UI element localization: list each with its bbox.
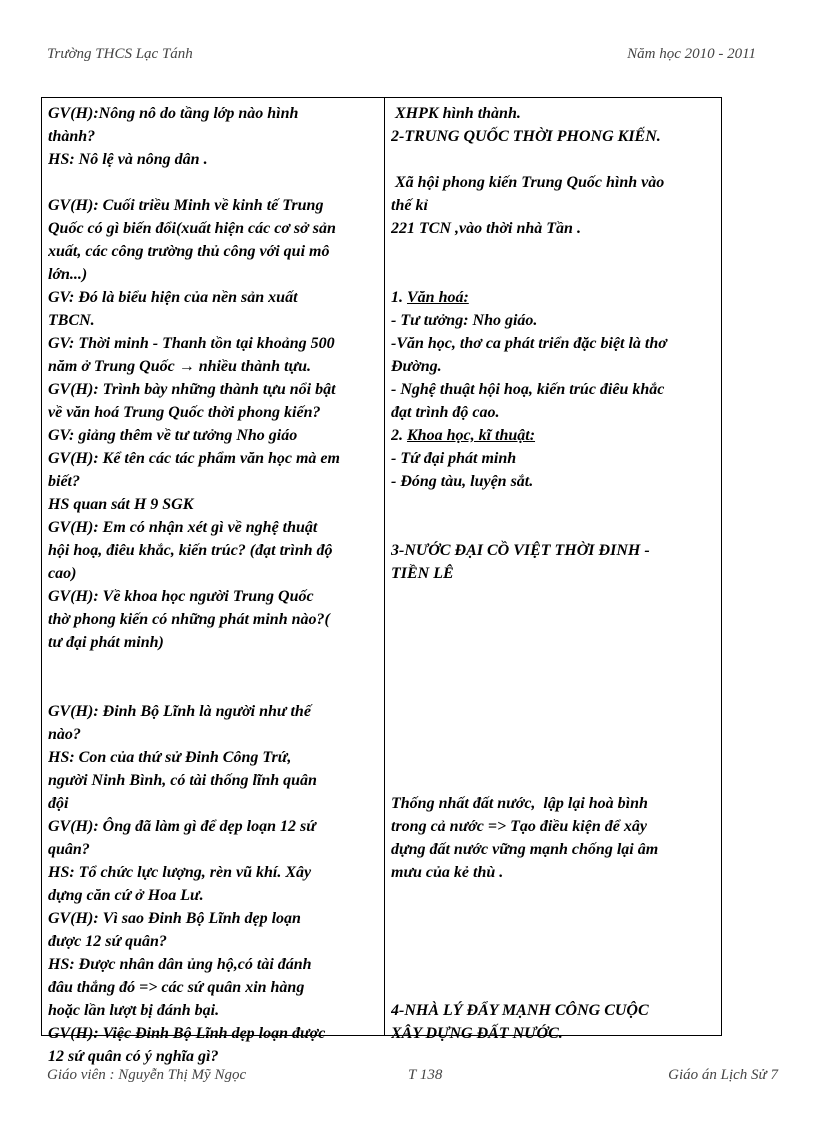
- left-text-line: biết?: [48, 473, 80, 490]
- left-text-line: HS: Con của thứ sử Đinh Công Trứ,: [48, 749, 292, 766]
- left-text-line: đội: [48, 795, 69, 812]
- left-text-line: HS: Nô lệ và nông dân .: [48, 151, 208, 168]
- right-text-line: - Tứ đại phát minh: [391, 450, 517, 467]
- left-text-line: quân?: [48, 841, 90, 858]
- right-text-line: [391, 907, 721, 930]
- lesson-table: [41, 97, 722, 1065]
- left-text-line: GV: giảng thêm về tư tưởng Nho giáo: [48, 427, 298, 444]
- left-text-line: [48, 654, 382, 677]
- right-text-line: [391, 976, 721, 999]
- left-text-line: nào?: [48, 726, 81, 743]
- left-text-line: năm ở Trung Quốc → nhiều thành tựu.: [48, 358, 311, 375]
- right-text-line: - Tư tưởng: Nho giáo.: [391, 312, 538, 329]
- left-text-line: cao): [48, 565, 77, 582]
- left-text-line: GV(H):Nông nô do tầng lớp nào hình: [48, 105, 299, 122]
- left-text-line: HS quan sát H 9 SGK: [48, 496, 194, 513]
- right-text-line: 1. Văn hoá:: [391, 289, 469, 306]
- content-column: [391, 102, 721, 1068]
- left-text-line: đâu thắng đó => các sứ quân xin hàng: [48, 979, 305, 996]
- right-text-line: - Đóng tàu, luyện sắt.: [391, 473, 534, 490]
- header-school: Trường THCS Lạc Tánh: [47, 46, 193, 62]
- right-text-line: [391, 608, 721, 631]
- left-text-line: GV(H): Về khoa học người Trung Quốc: [48, 588, 314, 605]
- right-text-line: TIỀN LÊ: [391, 565, 454, 582]
- left-text-line: GV(H): Đinh Bộ Lĩnh là người như thế: [48, 703, 311, 720]
- left-text-line: hội hoạ, điêu khắc, kiến trúc? (đạt trình độ: [48, 542, 333, 559]
- header-year: Năm học 2010 - 2011: [627, 46, 756, 62]
- left-text-line: Quốc có gì biến đổi(xuất hiện các cơ sở sản: [48, 220, 336, 237]
- left-text-line: [48, 171, 382, 194]
- right-text-line: trong cả nước => Tạo điều kiện để xây: [391, 818, 647, 835]
- right-text-line: 4-NHÀ LÝ ĐẨY MẠNH CÔNG CUỘC: [391, 1002, 649, 1019]
- left-text-line: TBCN.: [48, 312, 95, 329]
- left-text-line: GV: Thời minh - Thanh tồn tại khoảng 500: [48, 335, 335, 352]
- section-heading-underlined: Khoa học, kĩ thuật:: [407, 427, 536, 444]
- left-text-line: GV(H): Việc Đinh Bộ Lĩnh dẹp loạn được: [48, 1025, 326, 1042]
- right-text-line: Đường.: [391, 358, 442, 375]
- right-text-line: XÂY DỰNG ĐẤT NƯỚC.: [391, 1025, 563, 1042]
- right-text-line: - Nghệ thuật hội hoạ, kiến trúc điêu khắc: [391, 381, 665, 398]
- right-text-line: [391, 700, 721, 723]
- right-text-line: [391, 263, 721, 286]
- right-text-line: thế kỉ: [391, 197, 428, 214]
- right-text-line: 221 TCN ,vào thời nhà Tần .: [391, 220, 581, 237]
- teacher-student-column: [48, 102, 382, 1068]
- right-text-line: 2. Khoa học, kĩ thuật:: [391, 427, 536, 444]
- column-divider: [384, 98, 385, 1035]
- right-text-line: [391, 677, 721, 700]
- right-text-line: [391, 884, 721, 907]
- left-text-line: tư đại phát minh): [48, 634, 164, 651]
- left-text-line: GV(H): Em có nhận xét gì về nghệ thuật: [48, 519, 318, 536]
- left-text-line: được 12 sứ quân?: [48, 933, 167, 950]
- left-text-line: người Ninh Bình, có tài thống lĩnh quân: [48, 772, 317, 789]
- left-text-line: [48, 677, 382, 700]
- right-text-line: [391, 746, 721, 769]
- left-text-line: về văn hoá Trung Quốc thời phong kiến?: [48, 404, 321, 421]
- right-text-line: [391, 769, 721, 792]
- right-text-line: [391, 240, 721, 263]
- right-text-line: [391, 631, 721, 654]
- left-text-line: GV(H): Vì sao Đinh Bộ Lĩnh dẹp loạn: [48, 910, 301, 927]
- left-text-line: 12 sứ quân có ý nghĩa gì?: [48, 1048, 219, 1065]
- left-text-line: GV(H): Trình bày những thành tựu nổi bật: [48, 381, 336, 398]
- footer-page-number: T 138: [408, 1067, 443, 1083]
- right-text-line: [391, 723, 721, 746]
- right-text-line: [391, 654, 721, 677]
- right-text-line: mưu của kẻ thù .: [391, 864, 504, 881]
- left-text-line: xuất, các công trường thủ công với qui mô: [48, 243, 330, 260]
- left-text-line: GV(H): Kể tên các tác phẩm văn học mà em: [48, 450, 340, 467]
- footer-subject: Giáo án Lịch Sử 7: [668, 1067, 778, 1083]
- right-text-line: đạt trình độ cao.: [391, 404, 500, 421]
- right-text-line: [391, 953, 721, 976]
- right-text-line: -Văn học, thơ ca phát triển đặc biệt là thơ: [391, 335, 667, 352]
- section-heading-underlined: Văn hoá:: [407, 289, 469, 306]
- right-text-line: [391, 585, 721, 608]
- left-text-line: GV(H): Cuối triều Minh về kinh tế Trung: [48, 197, 324, 214]
- footer-teacher: Giáo viên : Nguyễn Thị Mỹ Ngọc: [47, 1067, 247, 1083]
- left-text-line: thờ phong kiến có những phát minh nào?(: [48, 611, 330, 628]
- left-text-line: HS: Được nhân dân ủng hộ,có tài đánh: [48, 956, 312, 973]
- right-text-line: Xã hội phong kiến Trung Quốc hình vào: [391, 174, 665, 191]
- left-text-line: thành?: [48, 128, 96, 145]
- left-text-line: GV(H): Ông đã làm gì để dẹp loạn 12 sứ: [48, 818, 316, 835]
- right-text-line: [391, 1045, 721, 1068]
- left-text-line: dựng căn cứ ở Hoa Lư.: [48, 887, 204, 904]
- right-text-line: [391, 493, 721, 516]
- left-text-line: GV: Đó là biểu hiện của nền sản xuất: [48, 289, 298, 306]
- right-text-line: [391, 148, 721, 171]
- left-text-line: lớn...): [48, 266, 88, 283]
- right-text-line: [391, 516, 721, 539]
- left-text-line: hoặc lần lượt bị đánh bại.: [48, 1002, 220, 1019]
- right-text-line: dựng đất nước vững mạnh chống lại âm: [391, 841, 659, 858]
- right-text-line: 2-TRUNG QUỐC THỜI PHONG KIẾN.: [391, 128, 661, 145]
- right-text-line: XHPK hình thành.: [391, 105, 521, 122]
- right-text-line: Thống nhất đất nước, lập lại hoà bình: [391, 795, 648, 812]
- right-text-line: [391, 930, 721, 953]
- right-text-line: 3-NƯỚC ĐẠI CỒ VIỆT THỜI ĐINH -: [391, 542, 650, 559]
- left-text-line: HS: Tổ chức lực lượng, rèn vũ khí. Xây: [48, 864, 312, 881]
